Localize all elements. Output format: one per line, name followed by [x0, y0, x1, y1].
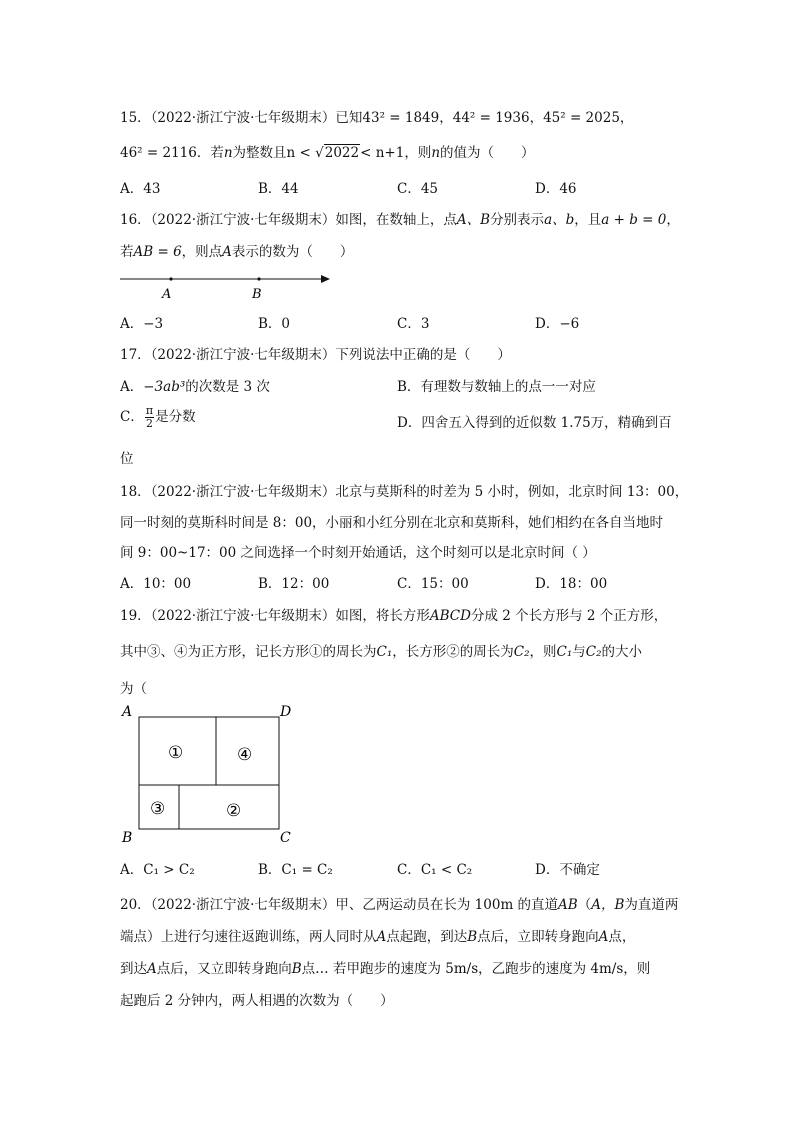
q15-formula-1: 43² = 1849 [362, 110, 440, 126]
q15-option-d[interactable]: D．46 [535, 181, 577, 197]
q18-line-2: 同一时刻的莫斯科时间是 8：00，小丽和小红分别在北京和莫斯科，她们相约在各自当地时 [120, 515, 664, 531]
q16-option-d[interactable]: D．−6 [535, 316, 580, 332]
q16-number-line-figure [118, 268, 338, 304]
q15-line-1: 15．（2022·浙江宁波·七年级期末）已知43² = 1849，44² = 1936，45² = 2025， [120, 110, 634, 126]
q19-line-3: 为（ [120, 681, 147, 697]
q18-option-a[interactable]: A．10：00 [120, 576, 192, 592]
q19-option-d[interactable]: D．不确定 [535, 862, 600, 878]
q15-option-b[interactable]: B．44 [258, 181, 299, 197]
q18-option-b[interactable]: B．12：00 [258, 576, 330, 592]
q20-line-1: 20．（2022·浙江宁波·七年级期末）甲、乙两运动员在长为 100m 的直道AB（A，B为直道两 [120, 897, 679, 913]
pi-over-2-fraction: $\frac{\pi}{2}$ [145, 404, 154, 430]
point-b-label: B [252, 287, 262, 302]
region-4-label: ④ [237, 745, 253, 765]
q17-option-c[interactable]: C． $\frac{\pi}{2}$ 是分数 [120, 404, 196, 430]
q16-option-a[interactable]: A．−3 [120, 316, 164, 332]
number-line-arrow [321, 275, 330, 283]
q18-option-d[interactable]: D．18：00 [535, 576, 608, 592]
label-c: C [280, 830, 291, 846]
region-2-label: ② [226, 801, 242, 821]
q19-option-c[interactable]: C．C₁ < C₂ [397, 862, 473, 878]
q16-line-1: 16．（2022·浙江宁波·七年级期末）如图，在数轴上，点A、B分别表示a、b，且a + b = 0， [120, 212, 680, 228]
point-a-label: A [162, 287, 172, 302]
point-b-mark [257, 277, 260, 280]
q20-line-4: 起跑后 2 分钟内，两人相遇的次数为（ ） [120, 993, 394, 1009]
label-d: D [280, 704, 292, 720]
region-3-label: ③ [150, 799, 166, 819]
q19-rectangle-figure [118, 698, 298, 848]
q17-option-b[interactable]: B．有理数与数轴上的点一一对应 [397, 379, 596, 395]
q18-option-c[interactable]: C．15：00 [397, 576, 469, 592]
q19-line-2: 其中③、④为正方形，记长方形①的周长为C₁，长方形②的周长为C₂，则C₁与C₂的大小 [120, 644, 642, 660]
q15-formula-2: 44² = 1936 [452, 110, 530, 126]
q17-option-d[interactable]: D．四舍五入得到的近似数 1.75万，精确到百 [397, 415, 672, 431]
q20-line-3: 到达A点后，又立即转身跑向B点… 若甲跑步的速度为 5m/s，乙跑步的速度为 4m/s，则 [120, 961, 651, 977]
region-1-label: ① [168, 743, 184, 763]
point-a-mark [169, 277, 172, 280]
q17-option-a[interactable]: A．−3ab³的次数是 3 次 [120, 379, 270, 395]
q19-option-a[interactable]: A．C₁ > C₂ [120, 862, 195, 878]
q15-line-2: 46² = 2116．若n为整数且n < √2022< n+1，则n的值为（ ） [120, 145, 535, 161]
q17-line-1: 17．（2022·浙江宁波·七年级期末）下列说法中正确的是（ ） [120, 347, 511, 363]
q15-inequality: n < √2022< n+1 [286, 145, 405, 161]
q15-option-c[interactable]: C．45 [397, 181, 439, 197]
label-b: B [122, 830, 133, 846]
q20-line-2: 端点）上进行匀速往返跑训练，两人同时从A点起跑，到达B点后，立即转身跑向A点， [120, 929, 636, 945]
q16-option-b[interactable]: B．0 [258, 316, 291, 332]
q18-line-1: 18．（2022·浙江宁波·七年级期末）北京与莫斯科的时差为 5 小时，例如，北京时间 13：00， [120, 484, 689, 500]
q19-line-1: 19．（2022·浙江宁波·七年级期末）如图，将长方形ABCD分成 2 个长方形与 2 个正方形， [120, 608, 668, 624]
q18-line-3: 间 9：00~17：00 之间选择一个时刻开始通话，这个时刻可以是北京时间（ ） [120, 545, 596, 561]
label-a: A [122, 704, 133, 720]
q15-formula-3: 45² = 2025 [543, 110, 620, 126]
q19-option-b[interactable]: B．C₁ = C₂ [258, 862, 333, 878]
q16-line-2: 若AB = 6，则点A表示的数为（ ） [120, 244, 354, 260]
q15-option-a[interactable]: A．43 [120, 181, 161, 197]
q16-option-c[interactable]: C．3 [397, 316, 430, 332]
q17-option-d-wrap: 位 [120, 451, 134, 467]
q15-formula-4: 46² = 2116 [120, 145, 197, 161]
